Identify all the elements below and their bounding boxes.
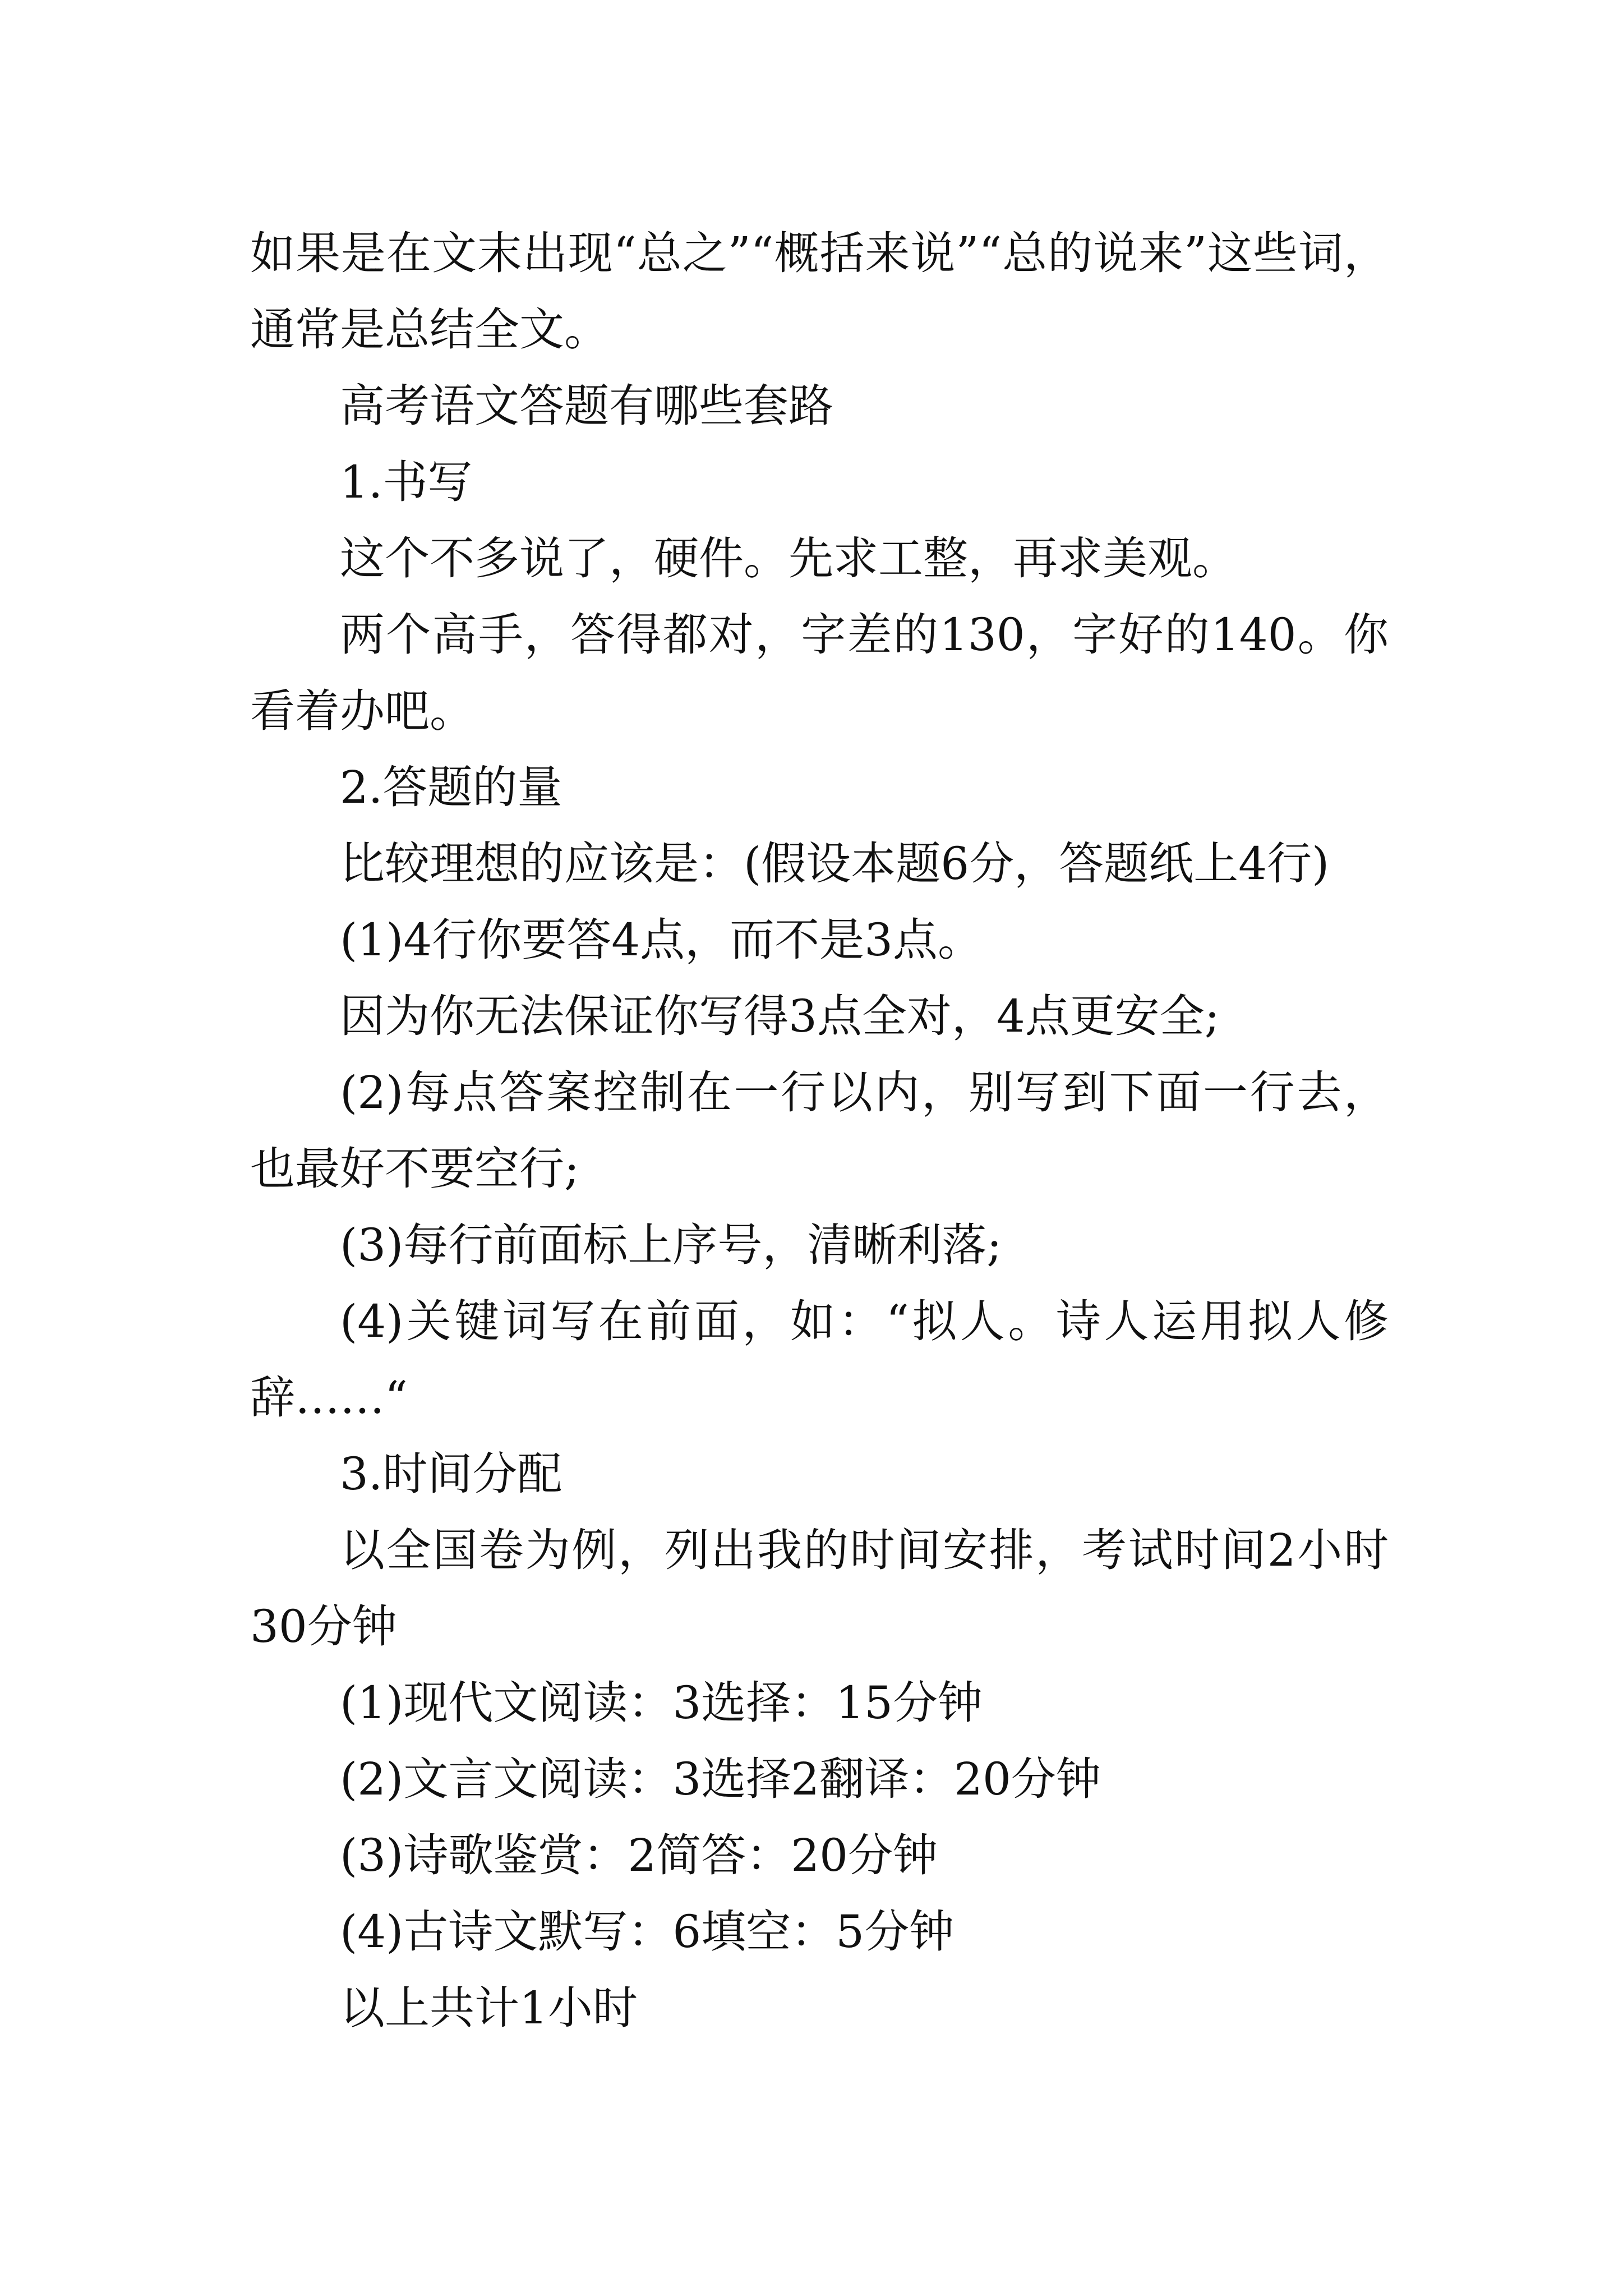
paragraph-time-plan: 以全国卷为例，列出我的时间安排，考试时间2小时30分钟 <box>250 1524 1389 1653</box>
paragraph-conclusion-words: 如果是在文末出现“总之”“概括来说”“总的说来”这些词，通常是总结全文。 <box>250 227 1389 356</box>
paragraph-writing-tip: 这个不多说了，硬件。先求工整，再求美观。 <box>340 532 1237 585</box>
subheading-writing: 1.书写 <box>340 456 473 508</box>
time-total: 以上共计1小时 <box>340 1982 638 2034</box>
paragraph-ideal-answer: 比较理想的应该是：(假设本题6分，答题纸上4行) <box>340 838 1330 890</box>
paragraph-writing-example: 两个高手，答得都对，字差的130，字好的140。你看着办吧。 <box>250 609 1389 737</box>
time-item-4: (4)古诗文默写：6填空：5分钟 <box>340 1906 955 1958</box>
list-item-4: (4)关键词写在前面，如：“拟人。诗人运用拟人修辞……“ <box>250 1295 1389 1424</box>
section-heading: 高考语文答题有哪些套路 <box>340 380 833 432</box>
paragraph-reason: 因为你无法保证你写得3点全对，4点更安全; <box>340 990 1220 1042</box>
list-item-1: (1)4行你要答4点，而不是3点。 <box>340 914 983 966</box>
list-item-2: (2)每点答案控制在一行以内，别写到下面一行去，也最好不要空行; <box>250 1066 1389 1195</box>
time-item-3: (3)诗歌鉴赏：2简答：20分钟 <box>340 1829 938 1881</box>
list-item-3: (3)每行前面标上序号，清晰利落; <box>340 1219 1002 1271</box>
document-body <box>250 215 1389 2046</box>
subheading-answer-amount: 2.答题的量 <box>340 761 562 813</box>
time-item-2: (2)文言文阅读：3选择2翻译：20分钟 <box>340 1753 1101 1805</box>
subheading-time: 3.时间分配 <box>340 1448 562 1500</box>
time-item-1: (1)现代文阅读：3选择：15分钟 <box>340 1677 983 1729</box>
